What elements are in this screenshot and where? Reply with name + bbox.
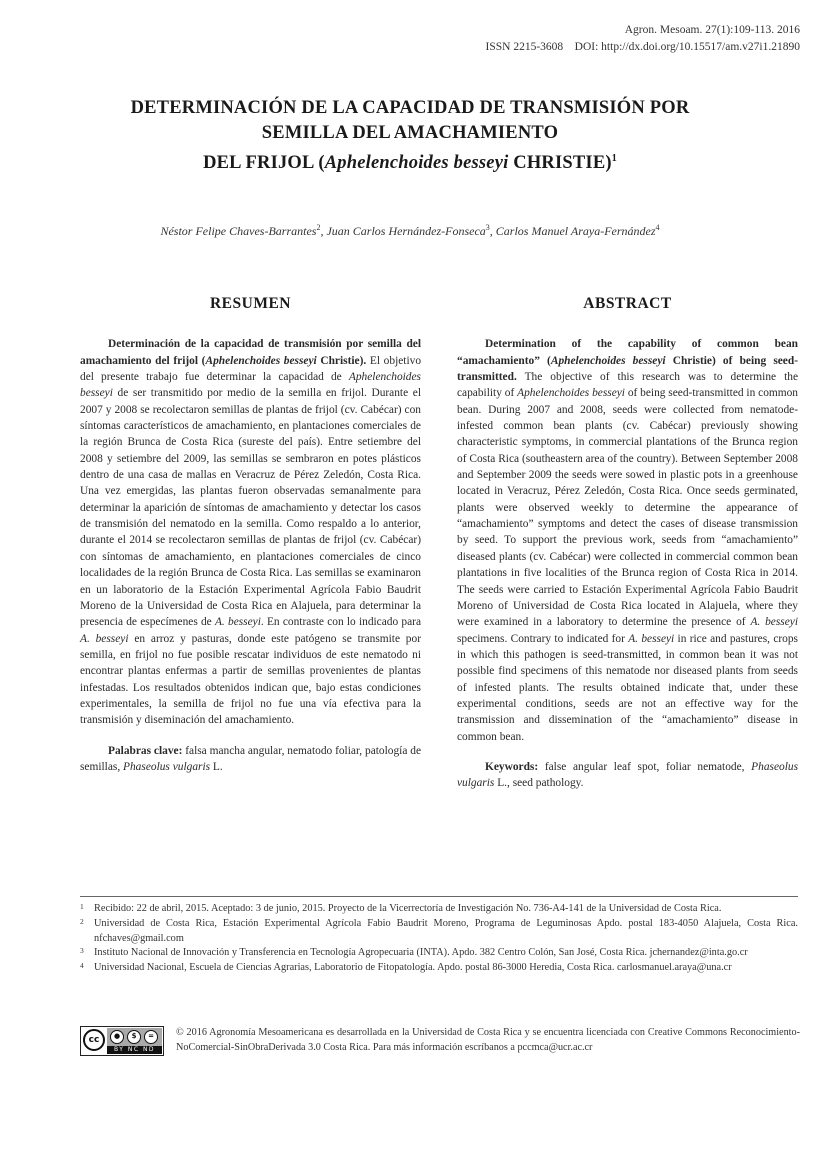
abstract-text-3: specimens. Contrary to indicated for [457,632,629,645]
resumen-title-end: Christie). [316,354,367,367]
palabras-clave-label: Palabras clave: [108,744,183,757]
resumen-species-1: Aphelenchoides besseyi [80,371,421,400]
title-line-2: SEMILLA DEL AMACHAMIENTO [261,123,559,143]
resumen-species-3: A. besseyi [80,632,129,645]
author-1-mark: 2 [316,223,321,232]
footnote-text: Recibido: 22 de abril, 2015. Aceptado: 3 de junio, 2015. Proyecto de la Vicerrectoría de Investigación No. 736-A4-141 de la Universidad de Costa Rica. [94,903,722,914]
cc-nd-label: ND [142,1046,156,1053]
resumen-column [80,296,421,775]
author-2: , Juan Carlos Hernández-Fonseca [320,224,486,238]
footnotes [80,896,798,976]
abstract-column [457,296,798,792]
resumen-text-1: El objetivo del presente trabajo fue determinar la capacidad de [80,354,422,384]
resumen-body [80,336,421,728]
footnote-2 [80,917,798,947]
abstract-text-2: of being seed-transmitted in common bean. During 2007 and 2008, seeds were collected from nematode-infested common bean plants (cv. Cabécar) previously showing characteristic symptoms, in commercial plantations of the Brunca region of Costa Rica (southeastern area of the country). Between September 2008 and September 2009 the seeds were sowed in plastic pots in a greenhouse located in Veracruz, Pérez Zeledón, Costa Rica. Once seeds germinated, plants were observed weekly to determine the appearance of “amachamiento” symptoms and detect the cases of disease transmission by seed. To support the previous work, seeds from “amachamiento” diseased plants (cv. Cabécar) were collected in commercial common bean plantations in five localities of the Brunca region of Costa Rica in 2014. The seeds were carried to Estación Experimental Agrícola Fabio Baudrit Moreno of Universidad de Costa Rica located in Alajuela, where they were examined in a laboratory to determine the presence of [457,387,799,629]
keywords-text: false angular leaf spot, foliar nematode, [538,760,752,773]
author-3: , Carlos Manuel Araya-Fernández [489,224,656,238]
abstract-species-1: Aphelenchoides besseyi [517,387,625,400]
journal-citation: Agron. Mesoam. 27(1):109-113. 2016 [624,24,800,36]
noncommercial-icon: $ [127,1030,141,1044]
resumen-species-2: A. besseyi [214,616,261,629]
resumen-text-2: de ser transmitido por medio de la semilla en frijol. Durante el 2007 y 2008 se recolectaron semillas de plantas de frijol (cv. Cabécar) con síntomas característicos de amachamiento, en plantaciones comerciales de la región Brunca de Costa Rica (sureste del país). Entre setiembre del 2008 y setiembre del 2009, las semillas se sembraron en potes plásticos dentro de una casa de mallas en Veracruz de Pérez Zeledón, Costa Rica. Una vez emergidas, las plantas fueron observadas semanalmente para determinar la aparición de síntomas de amachamiento y detectar los casos de transmisión del nematodo en la semilla. Como respaldo a lo anterior, durante el 2014 se recolectaron semillas de plantas de frijol (cv. Cabécar) con síntomas de amachamiento, en plantaciones comerciales de cinco localidades de la región Brunca de Costa Rica. Las semillas se examinaron en un laboratorio de la Estación Experimental Agrícola Fabio Baudrit Moreno de la Universidad de Costa Rica en Alajuela, para determinar la presencia de especímenes de [80,387,421,629]
footnote-number: 2 [80,916,84,926]
title-suffix: CHRISTIE) [508,153,612,174]
cc-nc-label: NC [127,1046,140,1053]
palabras-clave-text: falsa mancha angular, nematodo foliar, patología de semillas, [80,744,421,773]
journal-header [486,22,800,56]
resumen-text-4: en arroz y pasturas, donde este patógeno se transmite por semilla, en frijol no fue posible rescatar individuos de este nematodo ni encontrar plantas enfermas a partir de semillas provenientes de plantas infestadas. Los resultados obtenidos indican que, bajo estas condiciones experimentales, la semilla de frijol no fue una vía efectiva para la transmisión y diseminación del amachamiento. [80,632,421,727]
title-line-3 [80,146,740,176]
footnote-3 [80,946,798,961]
attribution-icon: ● [110,1030,124,1044]
footnote-text: Universidad de Costa Rica, Estación Experimental Agrícola Fabio Baudrit Moreno, Programa de Leguminosas Apdo. postal 183-4050 Alajuela, Costa Rica. nfchaves@gmail.com [94,917,798,944]
license-block [80,1023,800,1063]
noderivatives-icon: = [144,1030,158,1044]
footnote-number: 4 [80,961,84,971]
license-text: © 2016 Agronomía Mesoamericana es desarrollada en la Universidad de Costa Rica y se encuentra licenciada con Creative Commons Reconocimiento-NoComercial-SinObraDerivada 3.0 Costa Rica. Para más información escríbanos a pccmca@ucr.ac.cr [176,1027,800,1053]
title-line-1: DETERMINACIÓN DE LA CAPACIDAD DE TRANSMISIÓN POR [130,98,690,118]
abstract-title-end: Christie) of being seed-transmitted. [457,354,798,384]
keywords [457,759,798,792]
abstract-body [457,336,798,745]
resumen-title-species: Aphelenchoides besseyi [205,354,317,367]
palabras-clave-end: L. [210,760,223,773]
resumen-title: Determinación de la capacidad de transmisión por semilla del amachamiento del frijol ( [80,338,421,367]
footnote-text: Instituto Nacional de Innovación y Transferencia en Tecnología Agropecuaria (INTA). Apdo. 382 Centro Colón, San José, Costa Rica. jchernandez@inta.go.cr [94,947,748,959]
cc-icons-bar [107,1028,162,1046]
abstract-heading: ABSTRACT [583,295,672,312]
footnote-4 [80,961,798,976]
abstract-species-2: A. besseyi [750,616,799,629]
issn-doi: ISSN 2215-3608 DOI: http://dx.doi.org/10.15517/am.v27i1.21890 [485,41,800,53]
palabras-clave-species: Phaseolus vulgaris [123,760,211,773]
title-prefix: DEL FRIJOL ( [203,153,325,174]
cc-by-label: BY [113,1046,125,1053]
footnote-1 [80,902,798,917]
author-list [40,223,780,239]
footnote-number: 3 [80,946,84,956]
keywords-label: Keywords: [485,760,539,773]
cc-logo-icon: cc [83,1029,105,1051]
abstract-title: Determination of the capability of common bean “amachamiento” ( [457,338,798,367]
abstract-text-1: The objective of this research was to determine the capability of [457,371,798,400]
keywords-species: Phaseolus vulgaris [457,760,798,790]
palabras-clave [80,743,421,776]
title-footnote-mark: 1 [611,153,617,164]
resumen-text-3: . En contraste con lo indicado para [260,616,422,629]
author-1: Néstor Felipe Chaves-Barrantes [160,224,317,238]
cc-terms-strip [107,1046,162,1054]
abstract-title-species: Aphelenchoides besseyi [550,354,666,367]
abstract-text-4: in rice and pastures, crops in which this pathogen is seed-transmitted, in common bean it was not possible find specimens of this nematode nor diseased plants from seeds of infested plants. The results obtained indicate that, under these experimental conditions, seeds are not an effective way for the transmission and dissemination of the “amachamiento” disease in common bean. [457,632,798,743]
title-species: Aphelenchoides besseyi [324,153,509,174]
resumen-heading: RESUMEN [209,295,291,312]
abstract-species-3: A. besseyi [628,632,675,645]
footnote-number: 1 [80,902,84,911]
keywords-end: L., seed pathology. [494,777,584,790]
author-3-mark: 4 [655,223,660,232]
creative-commons-badge-icon[interactable] [80,1026,164,1056]
footnote-text: Universidad Nacional, Escuela de Ciencias Agrarias, Laboratorio de Fitopatología. Apdo. postal 86-3000 Heredia, Costa Rica. carlosmanuel.araya@una.cr [94,962,732,974]
author-2-mark: 3 [485,223,490,232]
article-title [80,96,740,176]
